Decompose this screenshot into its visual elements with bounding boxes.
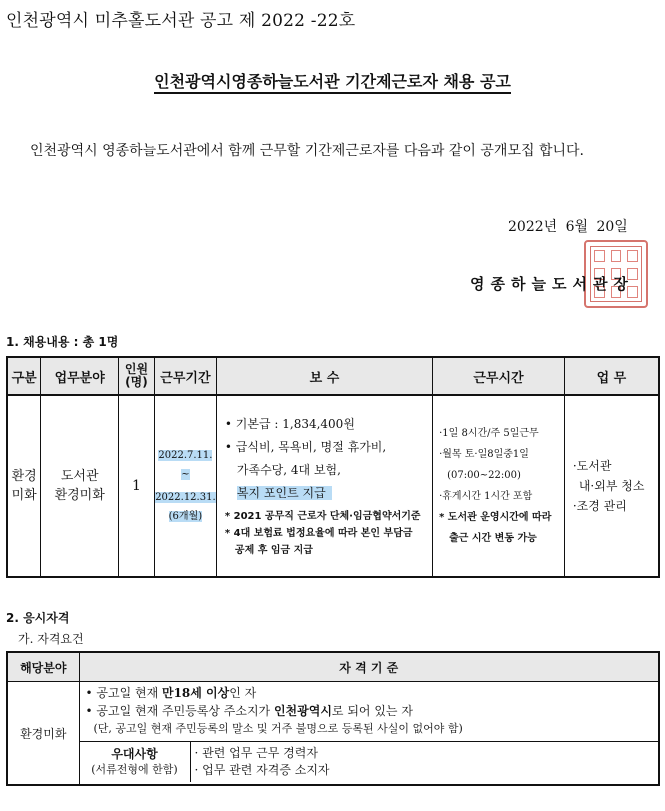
cell-category: 환경 미화: [7, 395, 41, 577]
col-count: 인원 (명): [119, 357, 155, 395]
duty-line: ·도서관: [572, 459, 612, 473]
preference-label: 우대사항: [111, 747, 158, 761]
col-qual-field: 해당분야: [7, 652, 79, 682]
requirement-address: • 공고일 현재 주민등록상 주소지가 인천광역시로 되어 있는 자: [85, 704, 413, 718]
requirement-age: • 공고일 현재 만18세 이상인 자: [85, 686, 257, 700]
cell-field: 도서관 환경미화: [41, 395, 119, 577]
qual-field: 환경미화: [7, 682, 79, 786]
preference-table: [80, 741, 659, 782]
page-title: [0, 69, 665, 92]
hours-line: ·월목 토·일8일중1일: [439, 449, 529, 460]
col-pay: 보 수: [216, 357, 432, 395]
notice-number: 인천광역시 미추홀도서관 공고 제 2022 -22호: [6, 11, 356, 31]
duty-line: 내·외부 청소: [578, 479, 645, 493]
cell-duty: [564, 395, 659, 577]
pay-line-family: 가족수당, 4대 보험,: [236, 463, 341, 477]
period-months: (6개월): [168, 511, 203, 522]
pay-line-allowance: • 급식비, 목욕비, 명절 휴가비,: [224, 440, 387, 454]
col-field: 업무분야: [41, 357, 119, 395]
intro-text: 인천광역시 영종하늘도서관에서 함께 근무할 기간제근로자를 다음과 같이 공개모집 합니다.: [30, 143, 584, 159]
hours-note: 출근 시간 변동 가능: [449, 533, 537, 544]
issuer-name: 영종하늘도서관장: [470, 275, 634, 293]
cell-count: 1: [119, 395, 155, 577]
recruitment-table: [6, 356, 660, 578]
col-period: 근무기간: [154, 357, 216, 395]
preference-list: [190, 742, 658, 783]
section1-heading: 1. 채용내용 : 총 1명: [6, 335, 119, 349]
section2-subheading: 가. 자격요건: [18, 632, 84, 646]
pay-note-deduction: 공제 후 임금 지급: [234, 545, 313, 556]
preference-note: (서류전형에 한함): [91, 763, 178, 776]
col-qual-criteria: 자 격 기 준: [79, 652, 659, 682]
preference-item: · 업무 관련 자격증 소지자: [194, 763, 330, 777]
col-category: 구분: [7, 357, 41, 395]
table-row: [7, 395, 659, 577]
cell-hours: [433, 395, 565, 577]
hours-note: * 도서관 운영시간에 따라: [439, 512, 552, 523]
duty-line: ·조경 관리: [572, 499, 627, 513]
col-duty: 업 무: [564, 357, 659, 395]
period-start: 2022.7.11.: [158, 450, 213, 461]
requirement-note: (단, 공고일 현재 주민등록의 말소 및 거주 불명으로 등록된 사실이 없어야 함): [93, 722, 463, 735]
section2-heading: 2. 응시자격: [6, 611, 70, 625]
hours-line: ·휴게시간 1시간 포함: [439, 491, 533, 502]
pay-line-basic: • 기본급 : 1,834,400원: [224, 417, 355, 431]
cell-period: [154, 395, 216, 577]
pay-line-welfare: 복지 포인트 지급: [237, 486, 332, 500]
period-separator: ~: [181, 469, 190, 480]
announce-date: 2022년 6월 20일: [508, 219, 628, 235]
period-end: 2022.12.31.: [155, 492, 216, 503]
title-text: 인천광역시영종하늘도서관 기간제근로자 채용 공고: [154, 72, 511, 94]
hours-line: (07:00~22:00): [447, 470, 521, 481]
hours-line: ·1일 8시간/주 5일근무: [439, 428, 539, 439]
qualification-table: [6, 651, 660, 786]
preference-label-cell: [80, 742, 191, 783]
preference-item: · 관련 업무 근무 경력자: [194, 746, 318, 760]
pay-note-insurance: * 4대 보험료 법정요율에 따라 본인 부담금: [224, 528, 413, 539]
cell-pay: [216, 395, 432, 577]
pay-note-agreement: * 2021 공무직 근로자 단체·임금협약서기준: [224, 511, 421, 522]
col-hours: 근무시간: [433, 357, 565, 395]
